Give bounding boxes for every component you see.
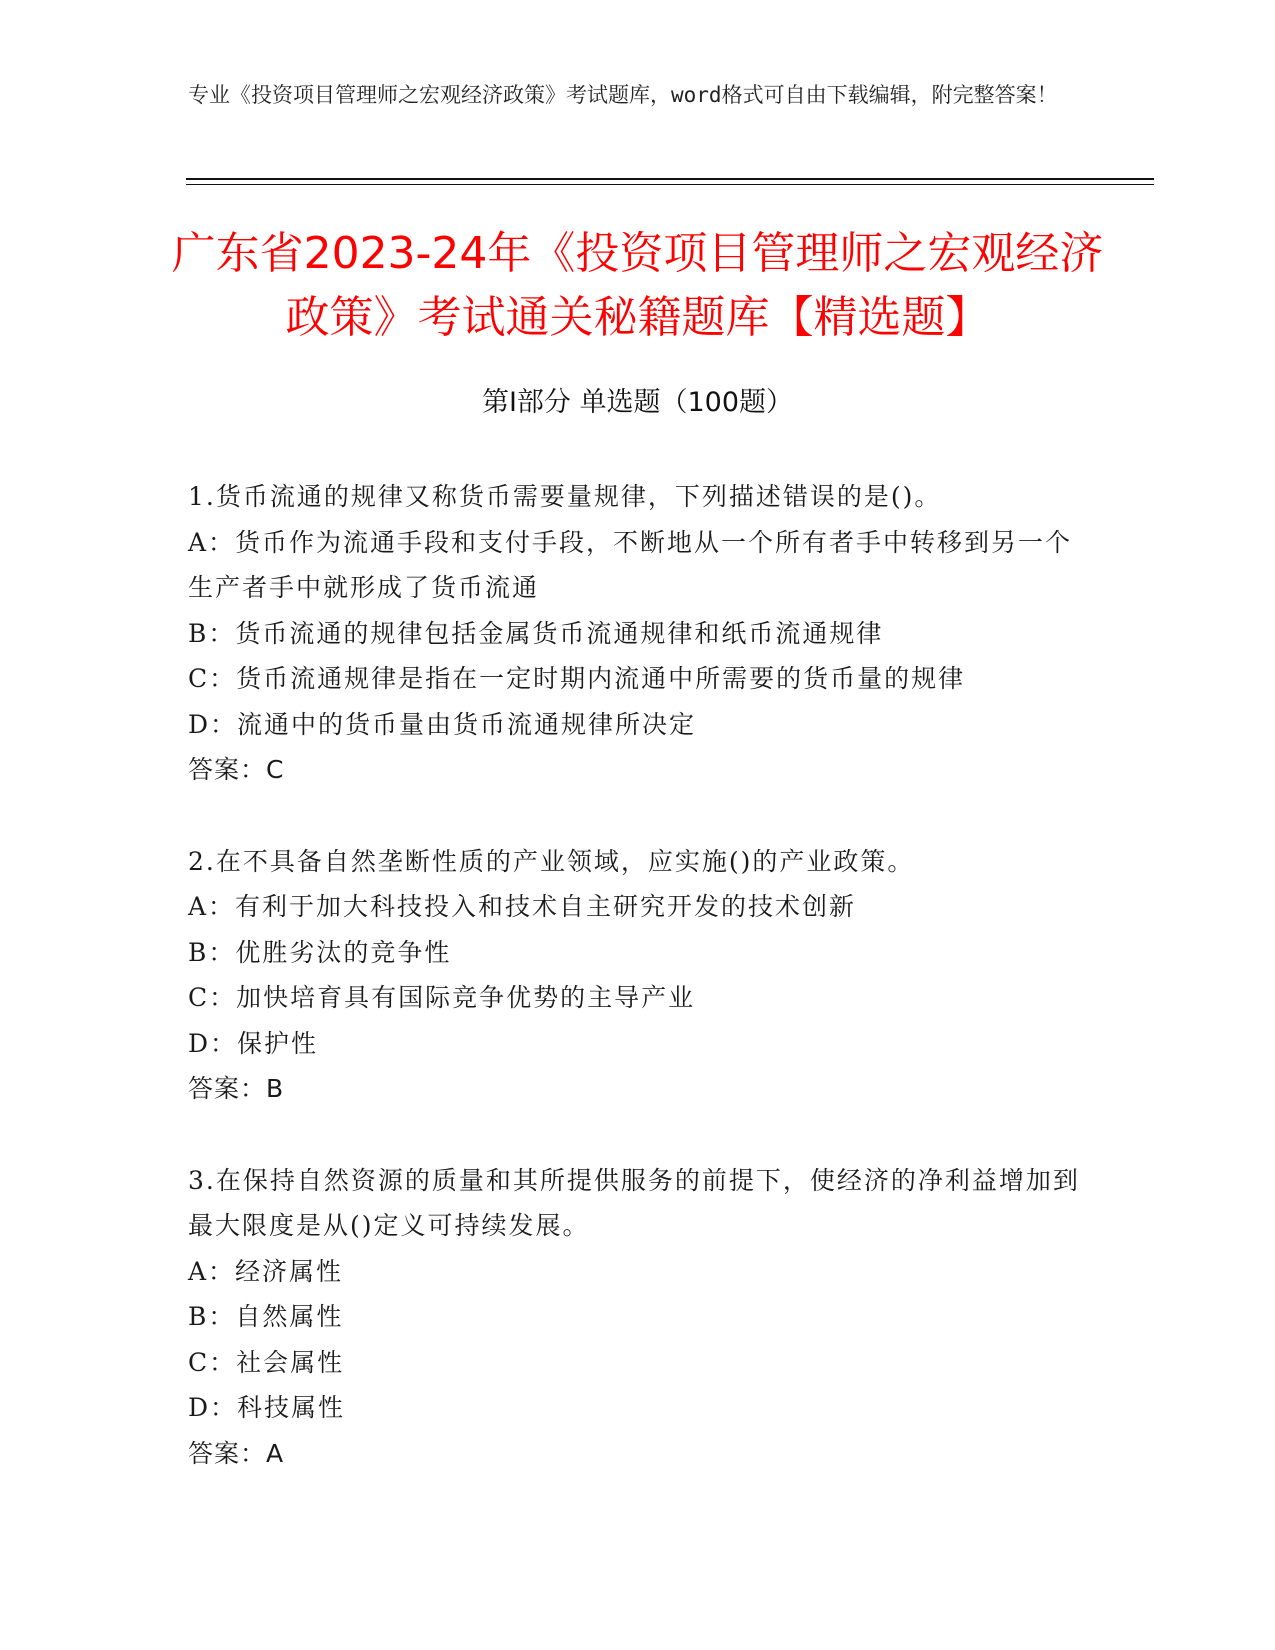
option-a: A：经济属性 [188, 1256, 344, 1286]
option-d: D：科技属性 [188, 1393, 346, 1422]
question-item [188, 474, 1088, 793]
option-d: D：保护性 [188, 1028, 319, 1058]
option-d: D：流通中的货币量由货币流通规律所决定 [188, 709, 697, 739]
header-rule-thin [186, 184, 1154, 185]
option-c: C：货币流通规律是指在一定时期内流通中所需要的货币量的规律 [188, 664, 966, 693]
header-note: 专业《投资项目管理师之宏观经济政策》考试题库，word格式可自由下载编辑，附完整答案！ [188, 83, 1058, 107]
question-text: 1.货币流通的规律又称货币需要量规律，下列描述错误的是()。 [188, 482, 942, 511]
option-b: B：货币流通的规律包括金属货币流通规律和纸币流通规律 [188, 618, 884, 648]
option-c: C：社会属性 [188, 1347, 345, 1377]
answer-line: 答案：B [188, 1074, 285, 1103]
question-text: 2.在不具备自然垄断性质的产业领域，应实施()的产业政策。 [188, 846, 915, 876]
section-heading: 第Ⅰ部分 单选题（100题） [481, 387, 794, 418]
option-b: B：优胜劣汰的竞争性 [188, 937, 452, 967]
question-item [188, 1158, 1088, 1477]
answer-line: 答案：C [188, 755, 285, 784]
answer-line: 答案：A [188, 1438, 285, 1468]
option-a: A：有利于加大科技投入和技术自主研究开发的技术创新 [188, 892, 857, 921]
question-list [188, 474, 1088, 1522]
document-title: 广东省2023-24年《投资项目管理师之宏观经济政策》考试通关秘籍题库【精选题】 [171, 228, 1104, 343]
question-item [188, 839, 1088, 1112]
header-rule-thick [186, 178, 1154, 180]
option-a: A：货币作为流通手段和支付手段，不断地从一个所有者手中转移到另一个生产者手中就形成了货币流通 [188, 527, 1073, 602]
option-c: C：加快培育具有国际竞争优势的主导产业 [188, 983, 696, 1012]
option-b: B：自然属性 [188, 1302, 344, 1331]
question-text: 3.在保持自然资源的质量和其所提供服务的前提下，使经济的净利益增加到最大限度是从()定义可持续发展。 [188, 1165, 1080, 1240]
